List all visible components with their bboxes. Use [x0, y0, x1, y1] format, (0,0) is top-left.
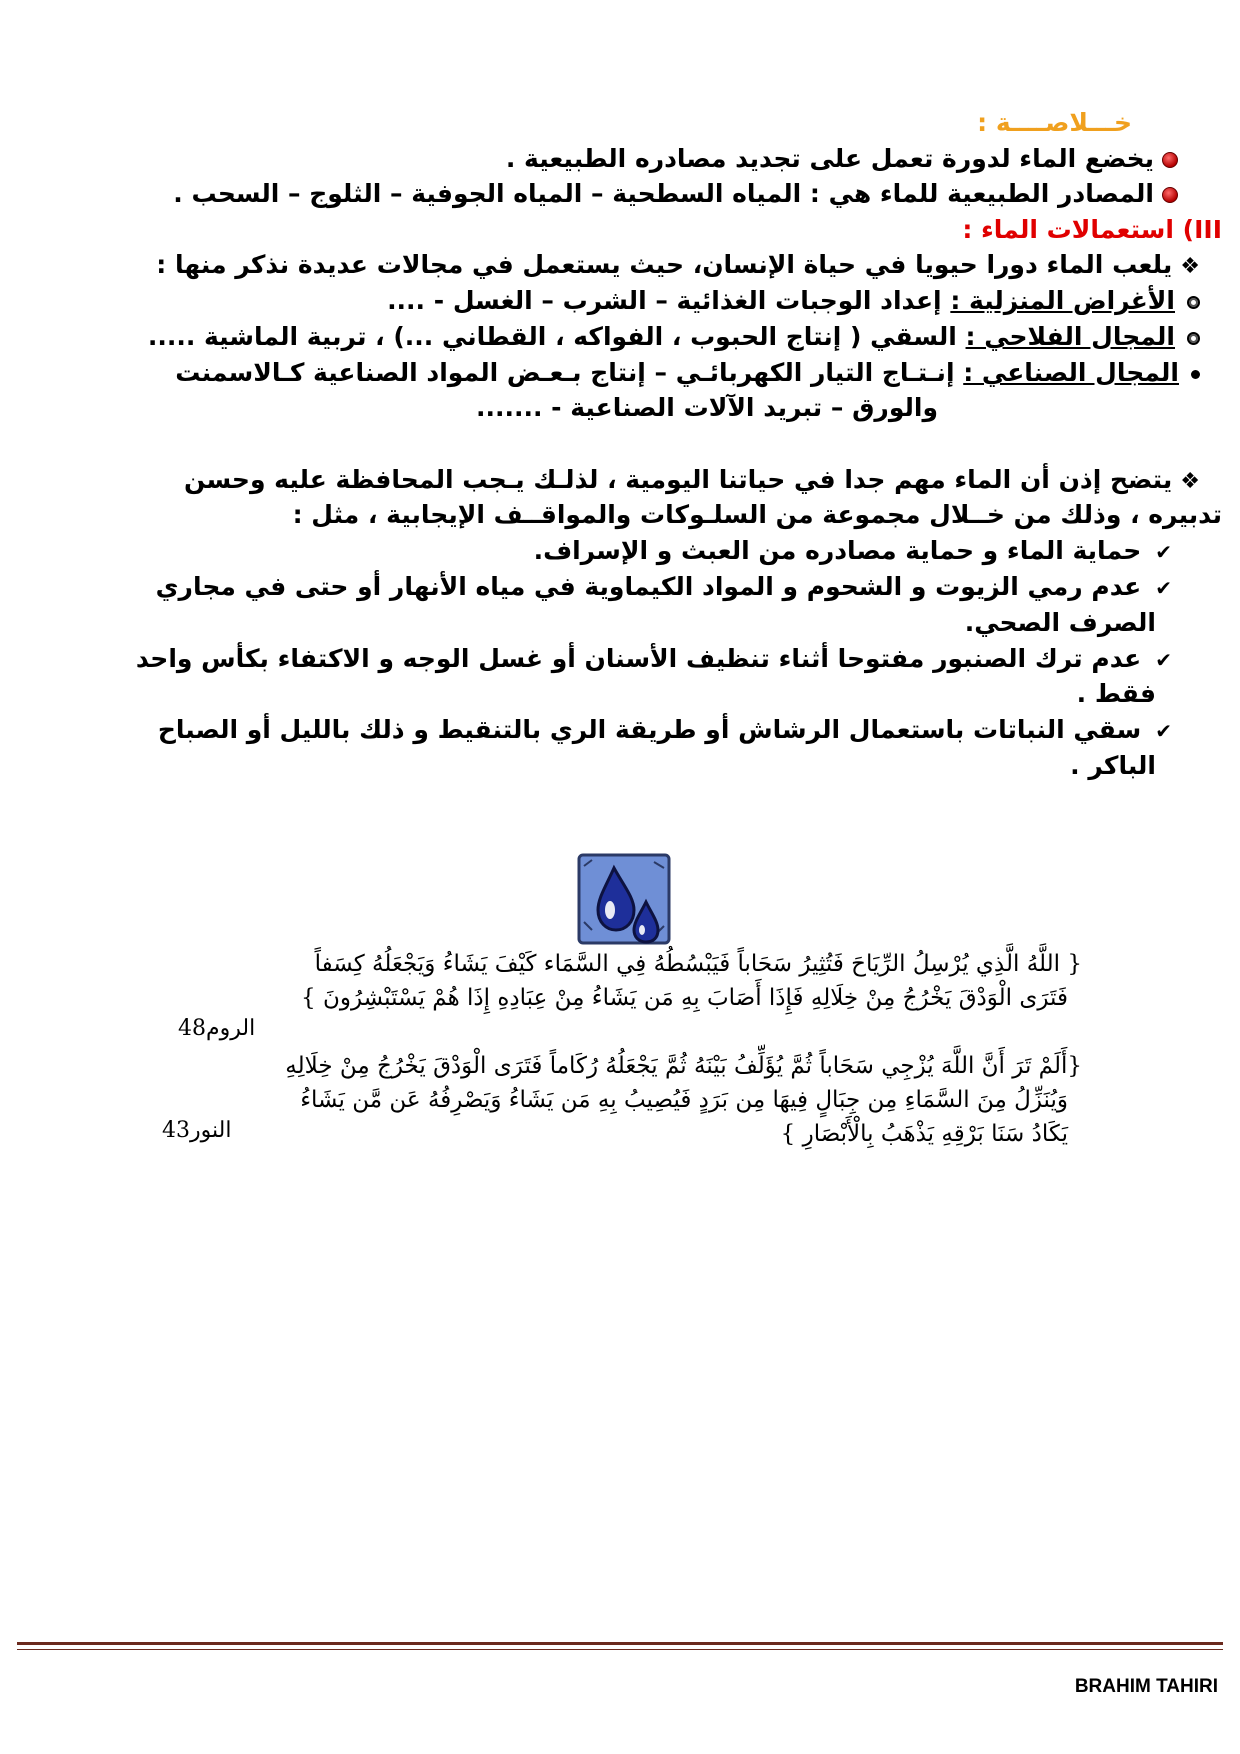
behavior-item: ✔سقي النباتات باستعمال الرشاش أو طريقة الري بالتنقيط و ذلك بالليل أو الصباح — [40, 713, 1172, 748]
footer-divider-thin — [17, 1649, 1223, 1650]
diamond-bullet-icon: ❖ — [1180, 469, 1200, 494]
use-item-agriculture: المجال الفلاحي : السقي ( إنتاج الحبوب ، الفواكه ، القطاني ...) ، تربية الماشية ..... — [40, 320, 1200, 354]
verse-1-line-2: فَتَرَى الْوَدْقَ يَخْرُجُ مِنْ خِلَالِهِ فَإِذَا أَصَابَ بِهِ مَن يَشَاءُ مِنْ عِبَادِهِ إِذَا هُمْ يَسْتَبْشِرُونَ } — [301, 985, 1068, 1011]
footer-author: BRAHIM TAHIRI — [1074, 1676, 1218, 1697]
bullet-icon — [1191, 370, 1200, 379]
section-title: III) استعمالات الماء : — [962, 215, 1222, 244]
verse-1-reference: الروم48 — [178, 1016, 256, 1041]
verse-2-line-3: يَكَادُ سَنَا بَرْقِهِ يَذْهَبُ بِالْأَبْصَارِ } — [780, 1121, 1068, 1147]
summary-point-1: يخضع الماء لدورة تعمل على تجديد مصادره الطبيعية . — [40, 142, 1178, 176]
red-bullet-icon — [1162, 187, 1178, 203]
use-item-domestic: الأغراض المنزلية : إعداد الوجبات الغذائية – الشرب – الغسل - .... — [40, 284, 1200, 318]
diamond-bullet-icon: ❖ — [1180, 254, 1200, 279]
behavior-item: ✔عدم رمي الزيوت و الشحوم و المواد الكيماوية في مياه الأنهار أو حتى في مجاري — [40, 570, 1172, 605]
summary-point-2: المصادر الطبيعية للماء هي : المياه السطحية – المياه الجوفية – الثلوج – السحب . — [40, 177, 1178, 211]
behavior-item-cont: فقط . — [1076, 679, 1156, 708]
ring-bullet-icon — [1187, 332, 1200, 345]
ring-bullet-icon — [1187, 296, 1200, 309]
use-item-industry-cont: والورق – تبريد الآلات الصناعية - ....... — [475, 393, 938, 422]
use-item-industry: المجال الصناعي : إنـتـاج التيار الكهربائـي – إنتاج بـعـض المواد الصناعية كـالاسمنت — [40, 356, 1200, 390]
behavior-item-cont: الصرف الصحي. — [964, 608, 1156, 637]
behavior-item: ✔عدم ترك الصنبور مفتوحا أثناء تنظيف الأسنان أو غسل الوجه و الاكتفاء بكأس واحد — [40, 642, 1172, 677]
check-icon: ✔ — [1155, 540, 1172, 564]
verse-2-line-1: {أَلَمْ تَرَ أَنَّ اللَّهَ يُزْجِي سَحَاباً ثُمَّ يُؤَلِّفُ بَيْنَهُ ثُمَّ يَجْعَلُهُ رُكَاماً فَتَرَى الْوَدْقَ يَخْرُجُ مِنْ خِلَالِهِ — [285, 1053, 1082, 1079]
uses-intro: ❖يلعب الماء دورا حيويا في حياة الإنسان، حيث يستعمل في مجالات عديدة نذكر منها : — [40, 248, 1200, 284]
behavior-item: ✔حماية الماء و حماية مصادره من العبث و الإسراف. — [40, 534, 1172, 569]
summary-title: خـــلاصــــة : — [977, 108, 1132, 137]
behavior-item-cont: الباكر . — [1070, 751, 1156, 780]
check-icon: ✔ — [1155, 648, 1172, 672]
check-icon: ✔ — [1155, 576, 1172, 600]
conclusion-line-1: ❖يتضح إذن أن الماء مهم جدا في حياتنا اليومية ، لذلـك يـجب المحافظة عليه وحسن — [40, 463, 1200, 499]
water-drops-icon — [576, 852, 672, 946]
verse-1-line-1: { اللَّهُ الَّذِي يُرْسِلُ الرِّيَاحَ فَتُثِيرُ سَحَاباً فَيَبْسُطُهُ فِي السَّمَاء كَيْفَ يَشَاءُ وَيَجْعَلُهُ كِسَفاً — [314, 951, 1082, 977]
red-bullet-icon — [1162, 152, 1178, 168]
verse-2-reference: النور43 — [162, 1118, 232, 1143]
conclusion-line-2: تدبيره ، وذلك من خــلال مجموعة من السلـوكات والمواقــف الإيجابية ، مثل : — [292, 500, 1222, 529]
check-icon: ✔ — [1155, 719, 1172, 743]
verse-2-line-2: وَيُنَزِّلُ مِنَ السَّمَاءِ مِن جِبَالٍ فِيهَا مِن بَرَدٍ فَيُصِيبُ بِهِ مَن يَشَاءُ وَيَصْرِفُهُ عَن مَّن يَشَاءُ — [300, 1087, 1068, 1113]
footer-divider — [17, 1642, 1223, 1645]
